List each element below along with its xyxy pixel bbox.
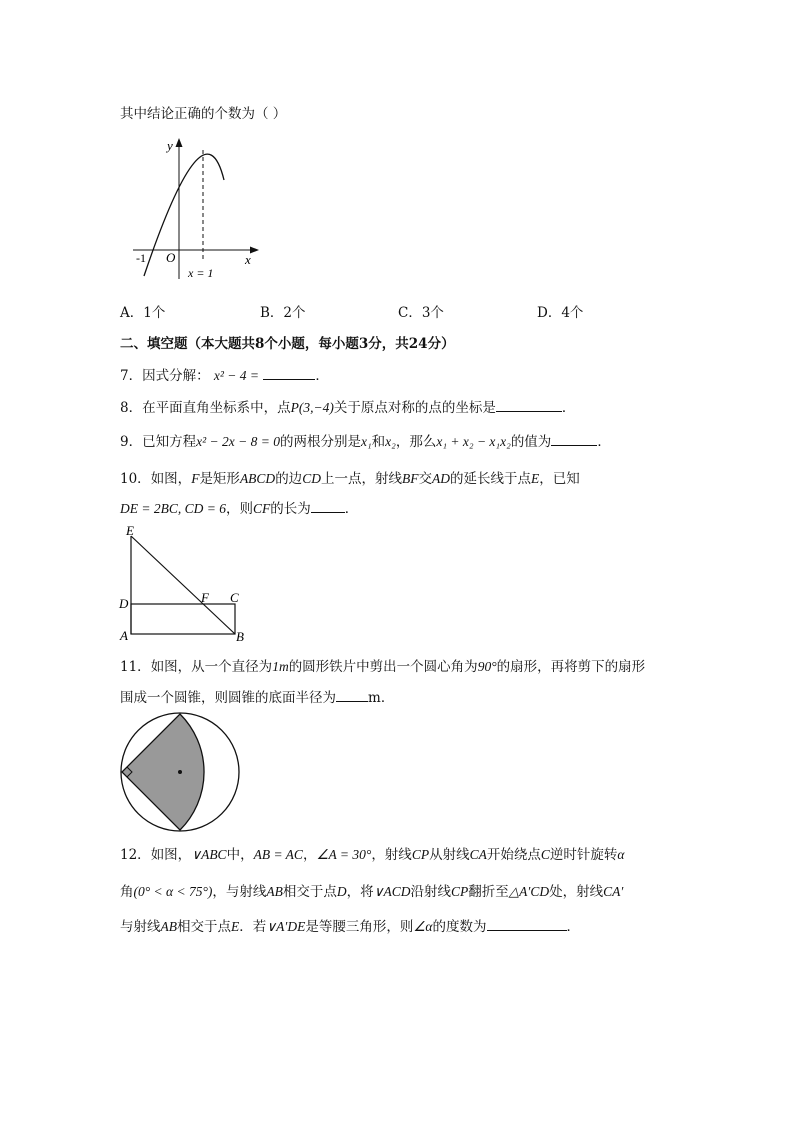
question-11-line-2: 围成一个圆锥，则圆锥的底面半径为 m． xyxy=(120,690,395,706)
y-label: y xyxy=(167,138,173,153)
label-a: A xyxy=(120,628,128,643)
segment-eb xyxy=(131,536,235,634)
section2-heading: 二、填空题（本大题共8个小题，每小题3分，共24分） xyxy=(120,336,455,352)
x-axis-arrow xyxy=(250,247,259,254)
choice-a[interactable]: A．1个 xyxy=(120,305,166,321)
y-axis-arrow xyxy=(176,138,183,147)
x-label: x xyxy=(245,252,251,267)
label-b: B xyxy=(236,629,244,644)
label-e: E xyxy=(126,523,134,538)
question-12-line-1: 12．如图，∨ABC中，AB = AC，∠A = 30°，射线CP从射线CA开始绕点C逆时针旋转α xyxy=(120,847,625,863)
label-c: C xyxy=(230,590,239,605)
choice-b[interactable]: B．2个 xyxy=(260,305,306,321)
symmetry-axis-label: x = 1 xyxy=(188,266,214,280)
center-dot xyxy=(178,770,182,774)
question-10-line-1: 10．如图，F是矩形ABCD的边CD上一点，射线BF交AD的延长线于点E，已知 xyxy=(120,471,580,487)
answer-blank-q9[interactable] xyxy=(551,433,597,446)
answer-blank-q7[interactable] xyxy=(263,367,315,380)
answer-blank-q11[interactable] xyxy=(336,689,368,702)
q6-parabola-figure xyxy=(128,136,263,284)
choice-c[interactable]: C．3个 xyxy=(398,305,444,321)
sector xyxy=(122,714,204,830)
neg-one-label: -1 xyxy=(136,251,146,265)
answer-blank-q10[interactable] xyxy=(311,500,345,513)
q11-circle-sector-figure xyxy=(116,710,246,836)
question-10-line-2: DE = 2BC, CD = 6，则CF的长为 ． xyxy=(120,501,359,517)
q6-tail-text: 其中结论正确的个数为（ ） xyxy=(120,106,287,122)
answer-blank-q8[interactable] xyxy=(496,399,562,412)
question-8: 8．在平面直角坐标系中，点P(3,−4)关于原点对称的点的坐标是 ． xyxy=(120,400,576,416)
choice-d[interactable]: D．4个 xyxy=(537,305,584,321)
origin-label: O xyxy=(166,250,176,265)
parabola-curve xyxy=(144,154,224,276)
question-12-line-3: 与射线AB相交于点E．若∨A′DE是等腰三角形，则∠α的度数为 ． xyxy=(120,919,581,935)
question-9: 9．已知方程x² − 2x − 8 = 0的两根分别是x₁和x₂，那么x₁ + x₂ − x₁x₂的值为 ． xyxy=(120,434,611,450)
question-12-line-2: 角(0° < α < 75°)，与射线AB相交于点D，将∨ACD沿射线CP翻折至△A′CD处，射线CA′ xyxy=(120,884,624,900)
answer-blank-q12[interactable] xyxy=(487,918,567,931)
label-f: F xyxy=(201,590,209,605)
q10-rectangle-figure xyxy=(118,522,253,646)
question-11-line-1: 11．如图，从一个直径为1m的圆形铁片中剪出一个圆心角为90°的扇形，再将剪下的扇形 xyxy=(120,659,646,675)
label-d: D xyxy=(119,596,129,611)
question-7: 7．因式分解： x² − 4 = ． xyxy=(120,368,329,384)
